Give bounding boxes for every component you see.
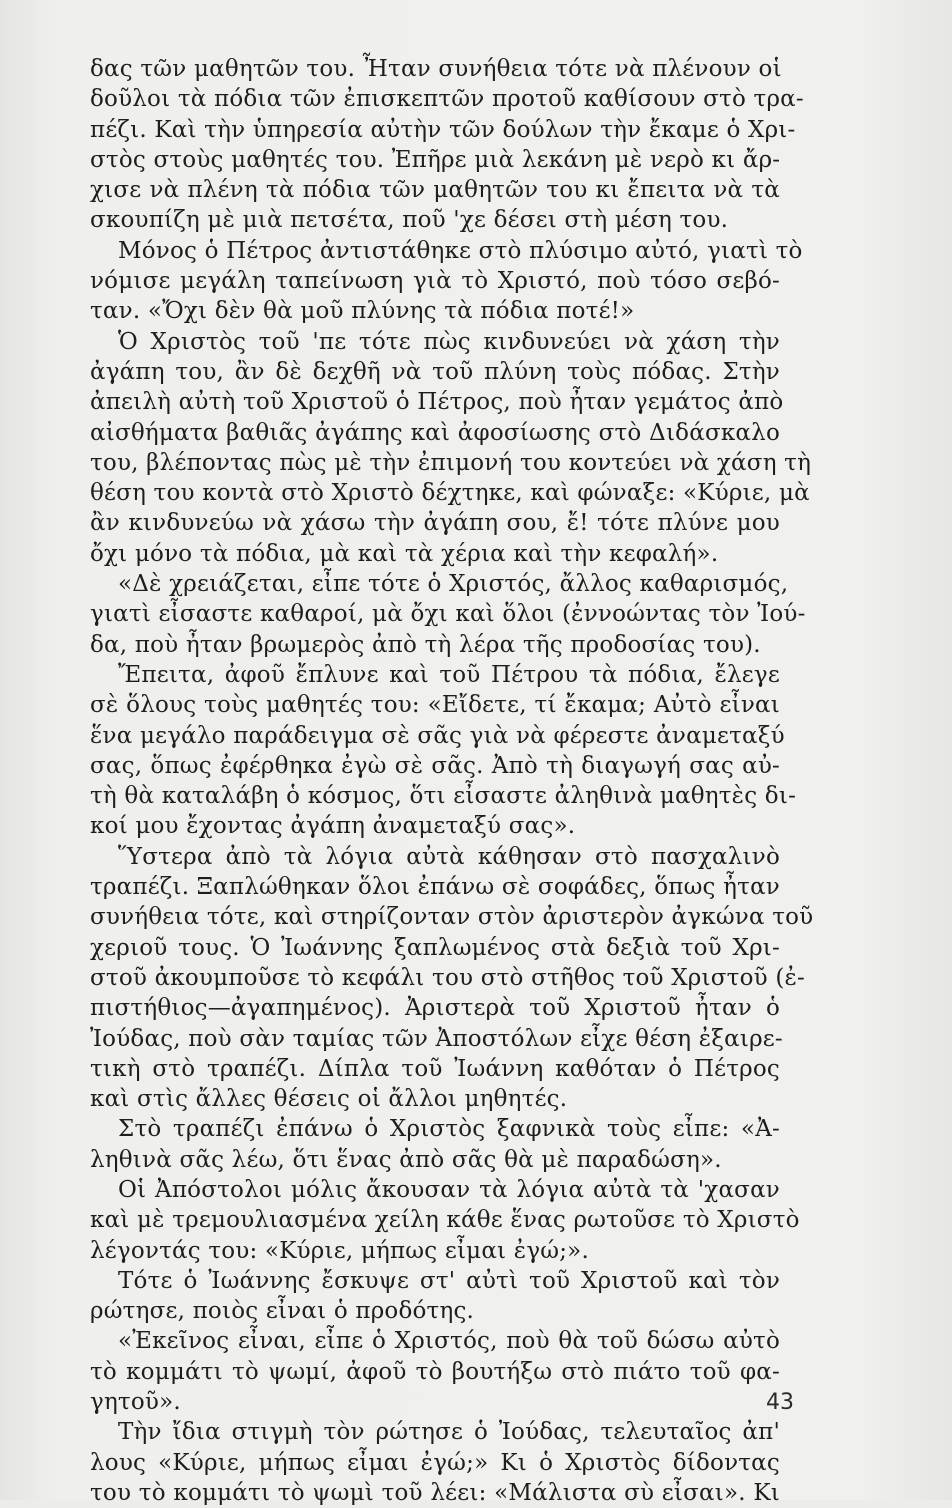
text-line: Τὴν ἴδια στιγμὴ τὸν ρώτησε ὁ Ἰούδας, τελευταῖος ἀπ': [118, 1419, 780, 1446]
text-line: ὄχι μόνο τὰ πόδια, μὰ καὶ τὰ χέρια καὶ τὴν κεφαλή».: [90, 540, 719, 567]
page-number: 43: [766, 1390, 794, 1415]
text-line: πιστήθιος—ἀγαπημένος). Ἀριστερὰ τοῦ Χριστοῦ ἦταν ὁ: [90, 995, 780, 1022]
text-line: ἂν κινδυνεύω νὰ χάσω τὴν ἀγάπη σου, ἔ! τότε πλύνε μου: [90, 510, 780, 537]
text-line: καὶ στὶς ἄλλες θέσεις οἱ ἄλλοι μηθητές.: [90, 1086, 568, 1113]
text-line: του τὸ κομμάτι τὸ ψωμὶ τοῦ λέει: «Μάλιστα σὺ εἶσαι». Κι: [90, 1479, 780, 1506]
text-line: συνήθεια τότε, καὶ στηρίζονταν στὸν ἀριστερὸν ἀγκώνα τοῦ: [90, 904, 814, 931]
text-line: ἀπειλὴ αὐτὴ τοῦ Χριστοῦ ὁ Πέτρος, ποὺ ἦταν γεμάτος ἀπὸ: [90, 389, 784, 416]
text-line: νόμισε μεγάλη ταπείνωση γιὰ τὸ Χριστό, ποὺ τόσο σεβό-: [90, 268, 780, 295]
text-line: του, βλέποντας πὼς μὲ τὴν ἐπιμονή του κοντεύει νὰ χάση τὴ: [90, 449, 812, 476]
text-line: «Ἐκεῖνος εἶναι, εἶπε ὁ Χριστός, ποὺ θὰ τοῦ δώσω αὐτὸ: [118, 1328, 780, 1355]
text-line: τικὴ στὸ τραπέζι. Δίπλα τοῦ Ἰωάννη καθόταν ὁ Πέτρος: [90, 1055, 780, 1082]
body-text: [90, 54, 814, 1508]
text-line: καὶ μὲ τρεμουλιασμένα χείλη κάθε ἕνας ρωτοῦσε τὸ Χριστὸ: [90, 1207, 800, 1234]
text-line: Οἱ Ἀπόστολοι μόλις ἄκουσαν τὰ λόγια αὐτὰ τὰ 'χασαν: [118, 1176, 780, 1203]
text-line: θέση του κοντὰ στὸ Χριστὸ δέχτηκε, καὶ φώναξε: «Κύριε, μὰ: [90, 480, 810, 507]
text-line: Ἔπειτα, ἀφοῦ ἔπλυνε καὶ τοῦ Πέτρου τὰ πόδια, ἔλεγε: [118, 661, 780, 688]
text-line: δας τῶν μαθητῶν του. Ἦταν συνήθεια τότε νὰ πλένουν οἱ: [90, 56, 782, 82]
text-line: Μόνος ὁ Πέτρος ἀντιστάθηκε στὸ πλύσιμο αὐτό, γιατὶ τὸ: [118, 237, 803, 264]
text-line: χεριοῦ τους. Ὁ Ἰωάννης ξαπλωμένος στὰ δεξιὰ τοῦ Χρι-: [90, 934, 780, 961]
text-line: ἀγάπη του, ἂν δὲ δεχθῆ νὰ τοῦ πλύνη τοὺς πόδας. Στὴν: [90, 358, 780, 385]
text-line: «Δὲ χρειάζεται, εἶπε τότε ὁ Χριστός, ἄλλος καθαρισμός,: [118, 571, 789, 598]
text-line: κοί μου ἔχοντας ἀγάπη ἀναμεταξύ σας».: [90, 813, 576, 840]
text-line: τὴ θὰ καταλάβη ὁ κόσμος, ὅτι εἶσαστε ἀληθινὰ μαθητὲς δι-: [90, 783, 797, 810]
text-line: στὸς στοὺς μαθητές του. Ἐπῆρε μιὰ λεκάνη μὲ νερὸ κι ἄρ-: [90, 146, 781, 173]
text-line: Στὸ τραπέζι ἐπάνω ὁ Χριστὸς ξαφνικὰ τοὺς εἶπε: «Ἀ-: [118, 1116, 780, 1143]
text-line: γητοῦ».: [90, 1389, 181, 1416]
text-line: ρώτησε, ποιὸς εἶναι ὁ προδότης.: [90, 1298, 475, 1325]
text-line: τραπέζι. Ξαπλώθηκαν ὅλοι ἐπάνω σὲ σοφάδες, ὅπως ἦταν: [90, 874, 780, 901]
text-line: αἰσθήματα βαθιᾶς ἀγάπης καὶ ἀφοσίωσης στὸ Διδάσκαλο: [90, 419, 780, 446]
text-line: δοῦλοι τὰ πόδια τῶν ἐπισκεπτῶν προτοῦ καθίσουν στὸ τρα-: [90, 86, 804, 113]
text-line: σκουπίζη μὲ μιὰ πετσέτα, ποῦ 'χε δέσει στὴ μέση του.: [90, 207, 729, 234]
text-line: γιατὶ εἶσαστε καθαροί, μὰ ὄχι καὶ ὅλοι (ἐννοώντας τὸν Ἰού-: [90, 601, 806, 628]
text-line: Ὕστερα ἀπὸ τὰ λόγια αὐτὰ κάθησαν στὸ πασχαλινὸ: [118, 843, 780, 870]
text-line: Τότε ὁ Ἰωάννης ἔσκυψε στ' αὐτὶ τοῦ Χριστοῦ καὶ τὸν: [118, 1267, 780, 1294]
text-line: τὸ κομμάτι τὸ ψωμί, ἀφοῦ τὸ βουτήξω στὸ πιάτο τοῦ φα-: [90, 1358, 780, 1385]
text-line: λέγοντάς του: «Κύριε, μήπως εἶμαι ἐγώ;».: [90, 1237, 589, 1264]
text-line: ἕνα μεγάλο παράδειγμα σὲ σᾶς γιὰ νὰ φέρεστε ἀναμεταξύ: [90, 722, 785, 749]
text-line: Ἰούδας, ποὺ σὰν ταμίας τῶν Ἀποστόλων εἶχε θέση ἐξαιρε-: [90, 1025, 783, 1052]
text-line: χισε νὰ πλένη τὰ πόδια τῶν μαθητῶν του κι ἔπειτα νὰ τὰ: [90, 177, 780, 204]
text-line: πέζι. Καὶ τὴν ὑπηρεσία αὐτὴν τῶν δούλων τὴν ἔκαμε ὁ Χρι-: [90, 116, 796, 143]
text-line: ταν. «Ὄχι δὲν θὰ μοῦ πλύνης τὰ πόδια ποτέ!»: [90, 298, 635, 325]
text-line: Ὁ Χριστὸς τοῦ 'πε τότε πὼς κινδυνεύει νὰ χάση τὴν: [118, 328, 780, 355]
text-line: ληθινὰ σᾶς λέω, ὅτι ἕνας ἀπὸ σᾶς θὰ μὲ παραδώση».: [90, 1146, 722, 1173]
text-line: σὲ ὅλους τοὺς μαθητές του: «Εἴδετε, τί ἔκαμα; Αὐτὸ εἶναι: [90, 692, 780, 719]
text-line: σας, ὅπως ἐφέρθηκα ἐγὼ σὲ σᾶς. Ἀπὸ τὴ διαγωγή σας αὐ-: [90, 752, 780, 779]
text-line: στοῦ ἀκουμποῦσε τὸ κεφάλι του στὸ στῆθος τοῦ Χριστοῦ (ἐ-: [90, 964, 806, 991]
text-line: λους «Κύριε, μήπως εἶμαι ἐγώ;» Κι ὁ Χριστὸς δίδοντας: [90, 1449, 780, 1476]
text-line: δα, ποὺ ἦταν βρωμερὸς ἀπὸ τὴ λέρα τῆς προδοσίας του).: [90, 631, 761, 658]
